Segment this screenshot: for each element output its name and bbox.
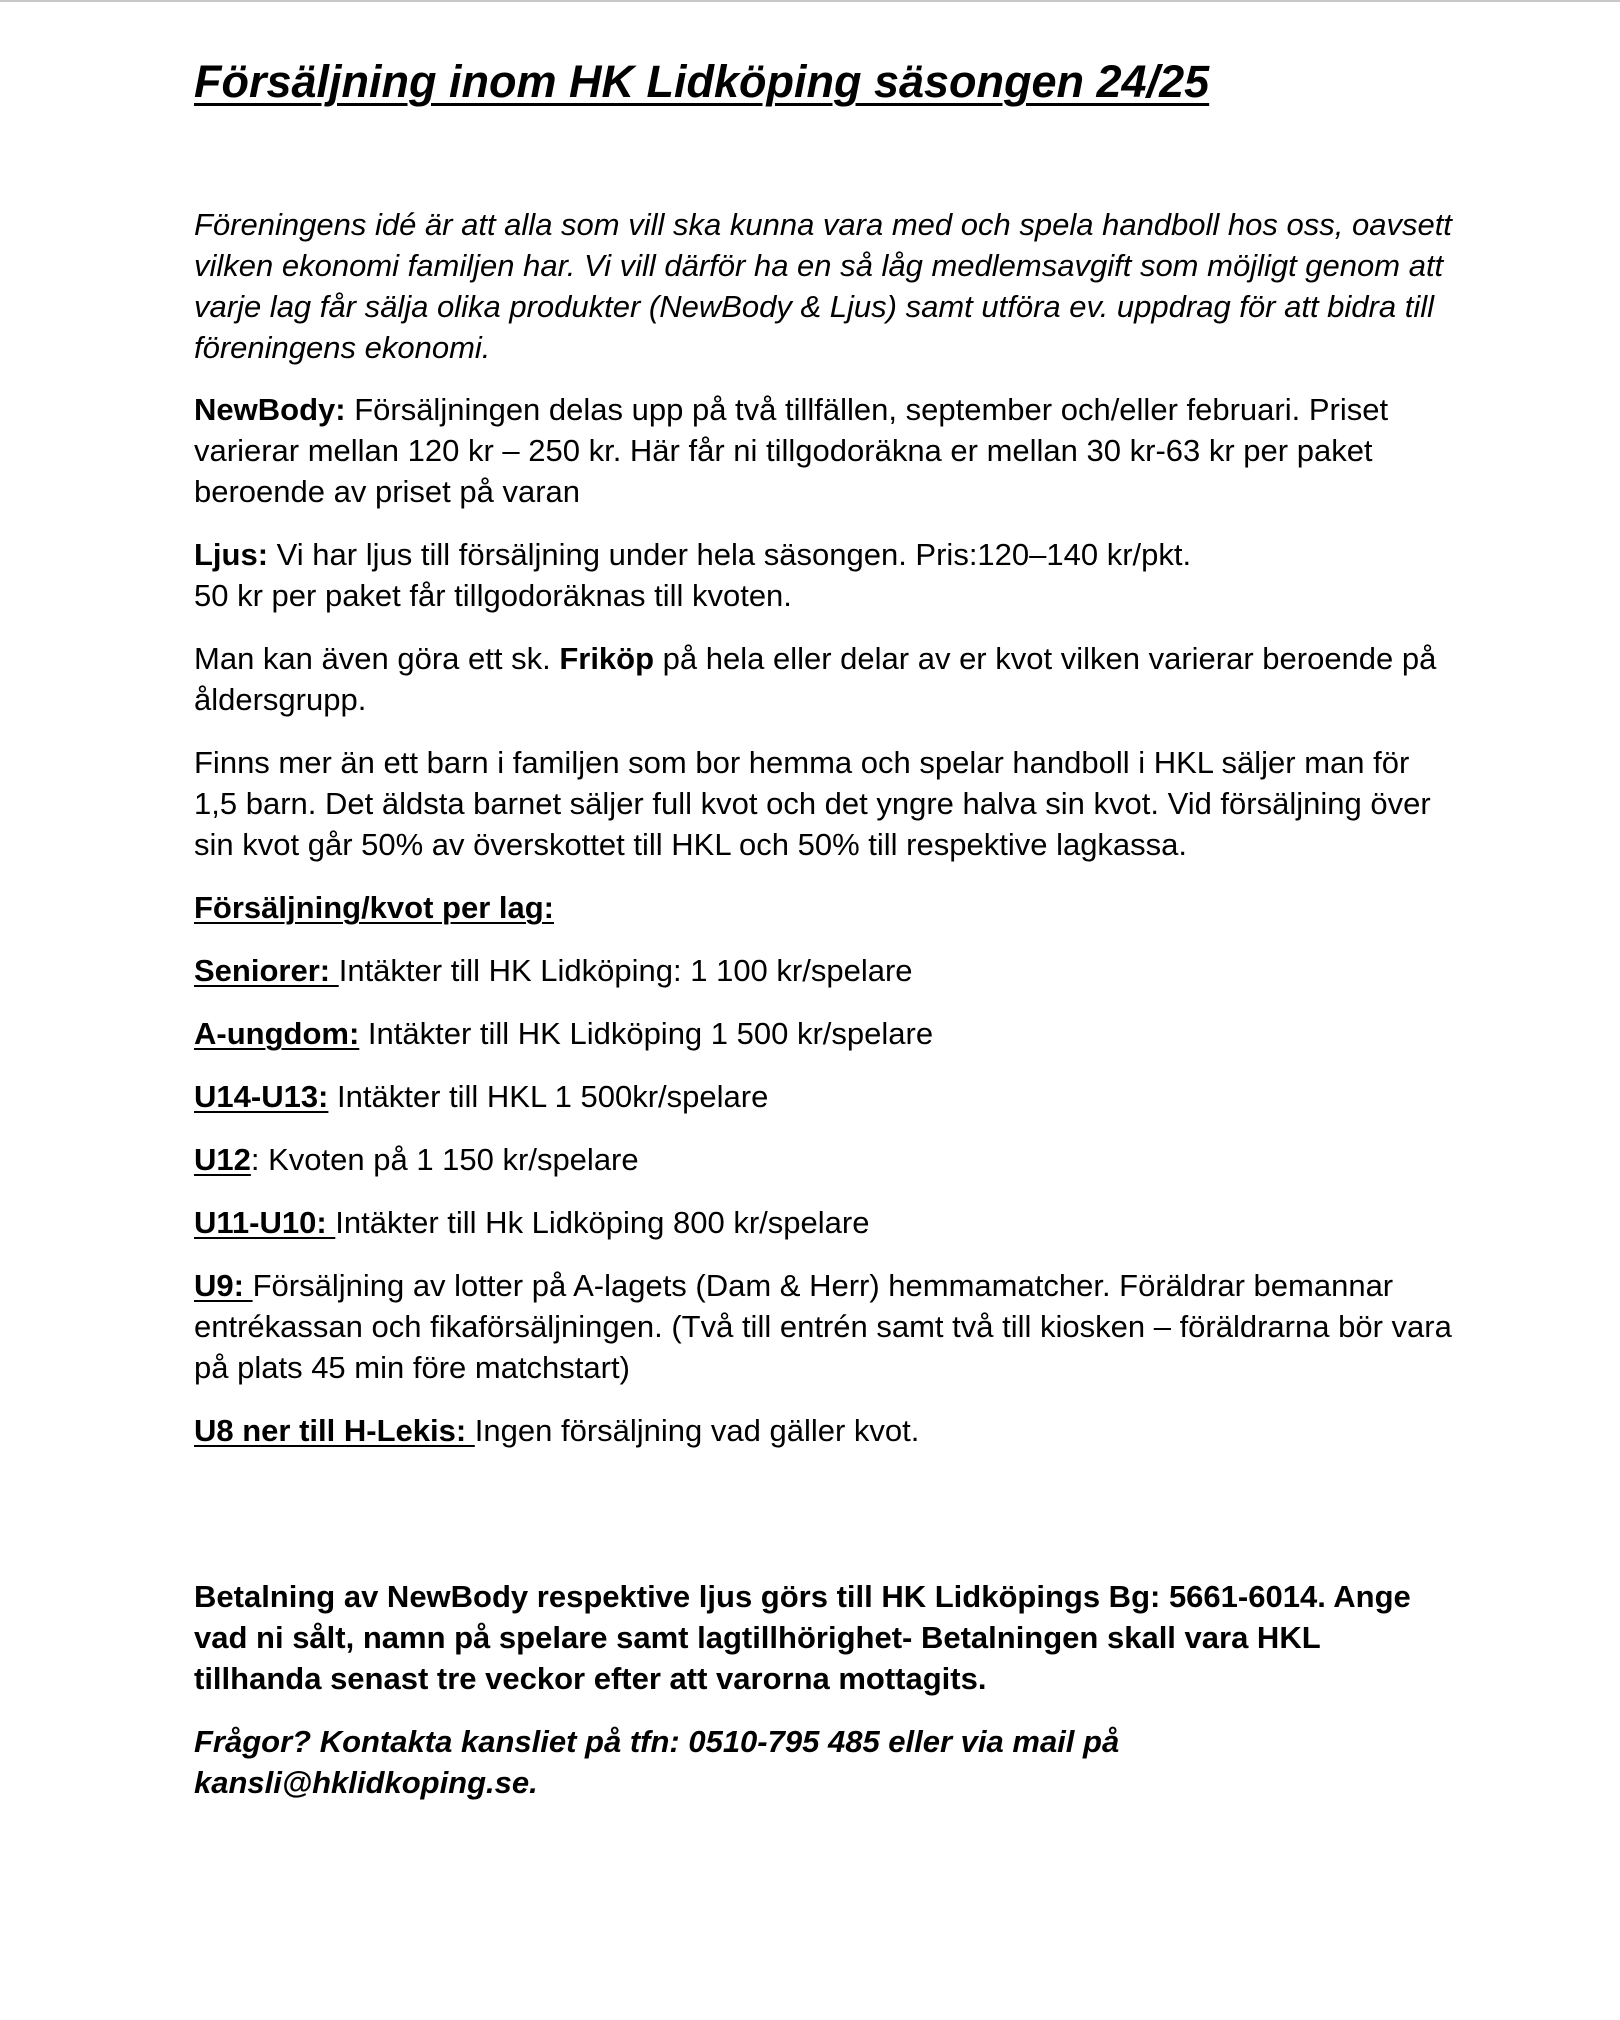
document-page (194, 54, 1454, 1800)
contact-paragraph: Frågor? Kontakta kansliet på tfn: 0510-795 485 eller via mail på kansli@hklidkoping.se. (194, 1724, 1120, 1800)
quota-label: U12 (194, 1142, 251, 1177)
ljus-text-line2: 50 kr per paket får tillgodoräknas till kvoten. (194, 578, 792, 613)
quota-item (194, 1202, 1454, 1243)
frikop-bold: Friköp (559, 641, 655, 676)
quota-text: Intäkter till HK Lidköping 1 500 kr/spelare (359, 1016, 934, 1051)
quota-text: Ingen försäljning vad gäller kvot. (474, 1413, 920, 1448)
newbody-text: Försäljningen delas upp på två tillfällen, september och/eller februari. Priset varierar mellan 120 kr – 250 kr. Här får ni tillgodoräkna er mellan 30 kr-63 kr per paket beroende av priset på varan (194, 392, 1389, 509)
newbody-paragraph (194, 389, 1454, 512)
payment-paragraph: Betalning av NewBody respektive ljus görs till HK Lidköpings Bg: 5661-6014. Ange vad ni sålt, namn på spelare samt lagtillhörighet- Betalningen skall vara HKL tillhanda senast tre veckor efter att varorna mottagits. (194, 1579, 1411, 1696)
intro-paragraph: Föreningens idé är att alla som vill ska kunna vara med och spela handboll hos oss, oavsett vilken ekonomi familjen har. Vi vill därför ha en så låg medlemsavgift som möjligt genom att varje lag får sälja olika produkter (NewBody & Ljus) samt utföra ev. uppdrag för att bidra till föreningens ekonomi. (194, 207, 1452, 365)
quota-item (194, 1139, 1454, 1180)
page-top-border (0, 0, 1620, 2)
quota-item (194, 1076, 1454, 1117)
quota-label: U8 ner till H-Lekis: (194, 1413, 475, 1448)
quota-label: U9: (194, 1268, 253, 1303)
quota-label: Seniorer: (194, 953, 339, 988)
quota-item (194, 950, 1454, 991)
ljus-paragraph (194, 534, 1454, 616)
quota-heading: Försäljning/kvot per lag: (194, 890, 554, 925)
sales-info-section (194, 389, 1454, 1473)
quota-text: Intäkter till HK Lidköping: 1 100 kr/spelare (338, 953, 913, 988)
quota-item (194, 1013, 1454, 1054)
quota-label: A-ungdom: (194, 1016, 360, 1051)
frikop-paragraph (194, 638, 1454, 720)
quota-text: : Kvoten på 1 150 kr/spelare (250, 1142, 639, 1177)
newbody-label: NewBody: (194, 392, 346, 427)
ljus-label: Ljus: (194, 537, 269, 572)
quota-label: U14-U13: (194, 1079, 329, 1114)
frikop-before: Man kan även göra ett sk. (194, 641, 560, 676)
quota-item (194, 1410, 1454, 1451)
frikop-after: på hela eller delar av er kvot vilken varierar beroende på åldersgrupp. (194, 641, 1437, 717)
page-title: Försäljning inom HK Lidköping säsongen 24/25 (194, 56, 1210, 107)
siblings-paragraph: Finns mer än ett barn i familjen som bor hemma och spelar handboll i HKL säljer man för 1,5 barn. Det äldsta barnet säljer full kvot och det yngre halva sin kvot. Vid försäljning över sin kvot går 50% av överskottet till HKL och 50% till respektive lagkassa. (194, 745, 1431, 862)
quota-label: U11-U10: (194, 1205, 336, 1240)
quota-text: Försäljning av lotter på A-lagets (Dam & Herr) hemmamatcher. Föräldrar bemannar entrékassan och fikaförsäljningen. (Två till entrén samt två till kiosken – föräldrarna bör vara på plats 45 min före matchstart) (194, 1268, 1452, 1385)
quota-text: Intäkter till HKL 1 500kr/spelare (328, 1079, 769, 1114)
quota-item (194, 1265, 1454, 1388)
ljus-text-line1: Vi har ljus till försäljning under hela säsongen. Pris:120–140 kr/pkt. (268, 537, 1192, 572)
payment-section (194, 1576, 1454, 1825)
quota-text: Intäkter till Hk Lidköping 800 kr/spelare (335, 1205, 870, 1240)
